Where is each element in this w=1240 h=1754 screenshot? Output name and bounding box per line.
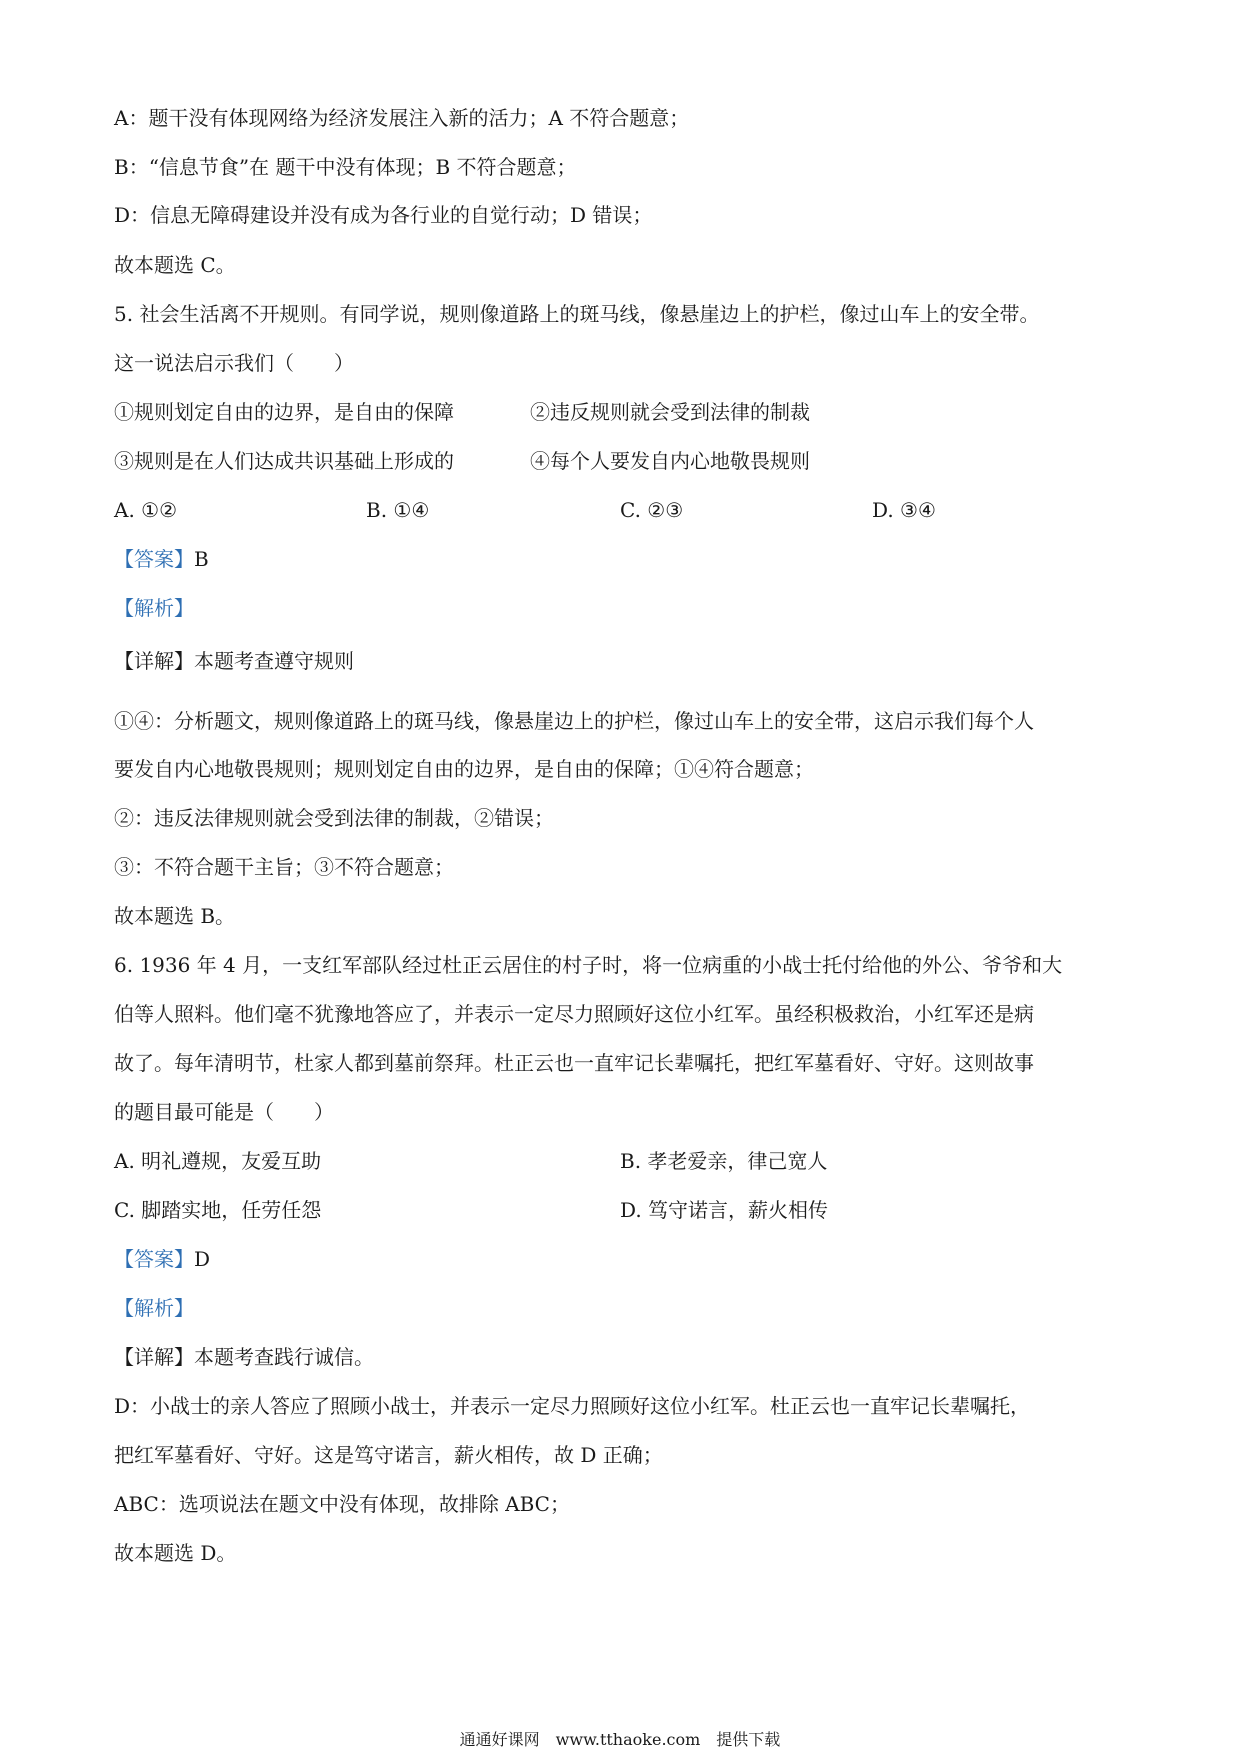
q5-detail: 【详解】本题考查遵守规则 <box>114 649 354 673</box>
q6-analysis <box>114 1294 194 1322</box>
q6-answer <box>114 1245 210 1273</box>
page-footer: 通通好课网 www.tthaoke.com 提供下载 <box>459 1730 781 1749</box>
analysis-tag: 【解析】 <box>114 596 194 620</box>
q6-stem-line: 6. 1936 年 4 月，一支红军部队经过杜正云居住的村子时，将一位病重的小战士托付给他的外公、爷爷和大 <box>114 953 1063 977</box>
q6-option-b: B. 孝老爱亲，律己宽人 <box>620 1149 828 1173</box>
q5-explanation-line: ②：违反法律规则就会受到法律的制裁，②错误； <box>114 806 554 830</box>
q5-explanation-line: 要发自内心地敬畏规则；规则划定自由的边界，是自由的保障；①④符合题意； <box>114 757 814 781</box>
q5-option-b: B. ①④ <box>366 498 430 522</box>
q5-statement-2: ②违反规则就会受到法律的制裁 <box>530 400 810 424</box>
q4-explanation-line: D：信息无障碍建设并没有成为各行业的自觉行动；D 错误； <box>114 203 653 227</box>
q6-detail: 【详解】本题考查践行诚信。 <box>114 1345 374 1369</box>
answer-value: D <box>194 1247 211 1271</box>
q6-stem-line: 的题目最可能是（ ） <box>114 1100 334 1124</box>
q5-answer <box>114 545 209 573</box>
q5-statement-1: ①规则划定自由的边界，是自由的保障 <box>114 400 454 424</box>
q5-conclusion: 故本题选 B。 <box>114 904 236 928</box>
q5-statement-3: ③规则是在人们达成共识基础上形成的 <box>114 449 454 473</box>
q5-statement-4: ④每个人要发自内心地敬畏规则 <box>530 449 810 473</box>
q4-conclusion: 故本题选 C。 <box>114 253 236 277</box>
q4-explanation-line: A：题干没有体现网络为经济发展注入新的活力；A 不符合题意； <box>114 106 690 130</box>
q6-option-d: D. 笃守诺言，薪火相传 <box>620 1198 829 1222</box>
analysis-tag: 【解析】 <box>114 1296 194 1320</box>
q6-stem-line: 伯等人照料。他们毫不犹豫地答应了，并表示一定尽力照顾好这位小红军。虽经积极救治，小红军还是病 <box>114 1002 1034 1026</box>
answer-value: B <box>194 547 209 571</box>
q5-option-c: C. ②③ <box>620 498 684 522</box>
q5-option-d: D. ③④ <box>872 498 936 522</box>
q6-option-c: C. 脚踏实地，任劳任怨 <box>114 1198 322 1222</box>
q6-explanation-line: ABC：选项说法在题文中没有体现，故排除 ABC； <box>114 1492 570 1516</box>
q6-explanation-line: D：小战士的亲人答应了照顾小战士，并表示一定尽力照顾好这位小红军。杜正云也一直牢记长辈嘱托， <box>114 1394 1031 1418</box>
q5-option-a: A. ①② <box>114 498 178 522</box>
q6-stem-line: 故了。每年清明节，杜家人都到墓前祭拜。杜正云也一直牢记长辈嘱托，把红军墓看好、守好。这则故事 <box>114 1051 1034 1075</box>
q6-explanation-line: 把红军墓看好、守好。这是笃守诺言，薪火相传，故 D 正确； <box>114 1443 663 1467</box>
answer-tag: 【答案】 <box>114 1247 194 1271</box>
q6-conclusion: 故本题选 D。 <box>114 1541 237 1565</box>
q5-analysis <box>114 594 194 622</box>
q6-option-a: A. 明礼遵规，友爱互助 <box>114 1149 322 1173</box>
q5-explanation-line: ③：不符合题干主旨；③不符合题意； <box>114 855 454 879</box>
q4-explanation-line: B：“信息节食”在 题干中没有体现；B 不符合题意； <box>114 155 577 179</box>
q5-explanation-line: ①④：分析题文，规则像道路上的斑马线，像悬崖边上的护栏，像过山车上的安全带，这启示我们每个人 <box>114 709 1034 733</box>
answer-tag: 【答案】 <box>114 547 194 571</box>
q5-stem-line: 这一说法启示我们（ ） <box>114 351 354 375</box>
q5-stem-line: 5. 社会生活离不开规则。有同学说，规则像道路上的斑马线，像悬崖边上的护栏，像过山车上的安全带。 <box>114 302 1040 326</box>
